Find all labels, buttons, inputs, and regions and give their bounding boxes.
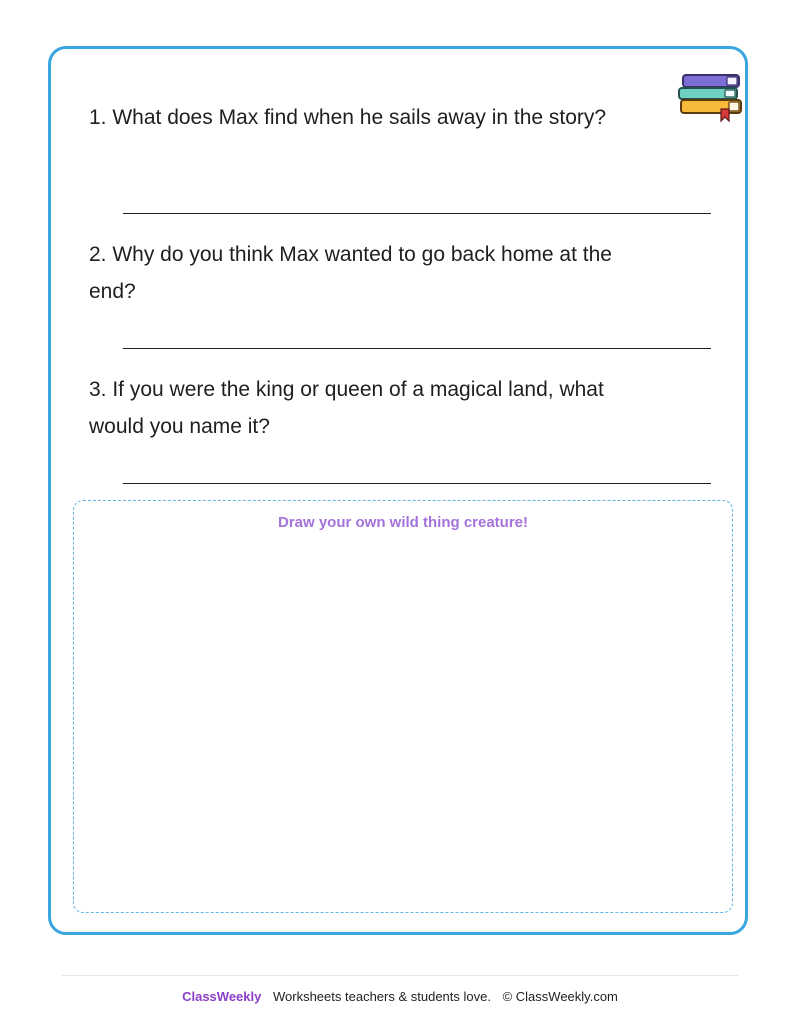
answer-line-2[interactable] <box>123 348 711 349</box>
drawing-area[interactable] <box>73 500 733 913</box>
books-stack-icon <box>677 73 745 123</box>
answer-line-1[interactable] <box>123 213 711 214</box>
footer-copyright: © ClassWeekly.com <box>502 989 618 1004</box>
question-2: 2. Why do you think Max wanted to go back home at the end? <box>89 243 612 303</box>
footer-brand: ClassWeekly <box>182 989 262 1004</box>
question-3: 3. If you were the king or queen of a magical land, what would you name it? <box>89 378 604 438</box>
worksheet-card <box>48 46 748 935</box>
question-1: 1. What does Max find when he sails away in the story? <box>89 106 607 129</box>
answer-line-3[interactable] <box>123 483 711 484</box>
footer-divider <box>62 975 738 976</box>
footer <box>0 989 800 1004</box>
footer-tagline: Worksheets teachers & students love. <box>272 989 491 1004</box>
drawing-prompt: Draw your own wild thing creature! <box>277 514 529 531</box>
